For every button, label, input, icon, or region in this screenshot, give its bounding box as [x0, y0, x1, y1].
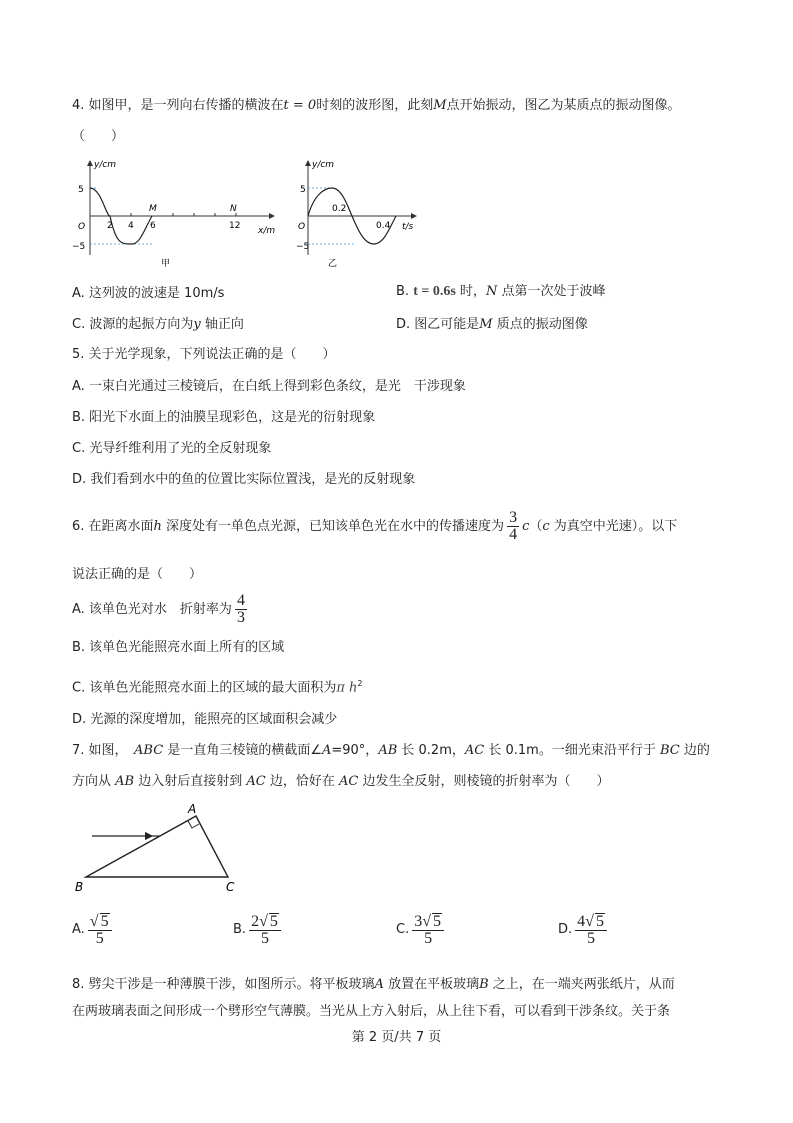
q4-answer-paren: （ ）	[72, 129, 125, 144]
option-fraction	[412, 913, 444, 947]
prism-diagram	[72, 802, 252, 894]
coefficient: 3	[414, 912, 423, 930]
option-letter: B.	[233, 922, 247, 937]
q7-stem-text: 边入射后直接射到	[134, 774, 247, 789]
q4-option-a: A. 这列波的波速是 10m/s	[72, 286, 225, 301]
c-label: c	[522, 519, 530, 534]
abc-label: ABC	[134, 743, 164, 758]
q6-option-a	[72, 592, 250, 628]
sqrt-sign: √	[259, 912, 268, 930]
n-label: N	[485, 284, 498, 299]
q7-option-a	[72, 908, 115, 952]
point-n-label: N	[230, 204, 237, 214]
q6-option-d: D. 光源的深度增加，能照亮的区域面积会减少	[72, 712, 338, 727]
area-exponent: 2	[357, 679, 363, 688]
q6-stem-text: （	[529, 519, 543, 534]
b-label: B	[479, 977, 489, 992]
option-fraction	[575, 913, 607, 947]
vibration-graph-yi	[296, 155, 426, 270]
x-tick-6: 6	[150, 221, 156, 231]
q8-stem-text: 之上，在一端夹两张纸片，从而	[488, 977, 675, 992]
option-text: D. 图乙可能是	[396, 317, 480, 332]
fraction-denominator: 5	[424, 929, 433, 947]
t-tick-0-2: 0.2	[332, 204, 347, 214]
coefficient: 4	[577, 912, 586, 930]
area-formula: π h	[336, 680, 358, 696]
fraction-numerator: 3	[509, 509, 518, 526]
q7-stem-text: 边发生全反射，则棱镜的折射率为（ ）	[358, 774, 610, 789]
q4-stem-text: 时刻的波形图，此刻	[316, 98, 434, 113]
q8-stem-text: 8. 劈尖干涉是一种薄膜干涉，如图所示。将平板玻璃	[72, 977, 375, 992]
option-letter: D.	[558, 922, 573, 937]
q7-option-c	[396, 908, 447, 952]
vertex-a-label: A	[188, 802, 197, 816]
fraction-denominator: 3	[236, 609, 245, 626]
q7-stem-line2	[72, 773, 609, 791]
y-axis-label: y/cm	[312, 160, 335, 170]
q7-stem-text: 是一直角三棱镜的横截面∠	[163, 743, 322, 758]
refraction-fraction	[235, 593, 247, 626]
figure-caption-jia: 甲	[161, 259, 171, 269]
t-axis-label: t/s	[402, 222, 414, 232]
ac-label: AC	[464, 743, 485, 758]
q6-stem	[72, 509, 677, 545]
q7-stem-text: 边的	[679, 743, 710, 758]
radicand: 5	[595, 912, 604, 930]
c-label: c	[542, 519, 550, 534]
q8-stem-line2: 在两玻璃表面之间形成一个劈形空气薄膜。当光从上方入射后，从上往下看，可以看到干涉条纹。关于条	[72, 1004, 671, 1019]
q6-stem-text: 深度处有一单色点光源，已知该单色光在水中的传播速度为	[161, 519, 505, 534]
q8-stem	[72, 976, 675, 994]
y-tick-neg5: −5	[296, 242, 310, 252]
q7-stem-text: 7. 如图，	[72, 743, 135, 758]
q7-stem-text: 边，恰好在	[265, 774, 339, 789]
option-text: 轴正向	[200, 317, 244, 332]
option-fraction	[88, 913, 112, 947]
a-label: A	[321, 743, 332, 758]
option-letter: B.	[396, 284, 410, 299]
q4-m-label: M	[433, 98, 447, 113]
q5-option-a: A. 一束白光通过三棱镜后，在白纸上得到彩色条纹，是光 干涉现象	[72, 379, 466, 394]
q4-t-expr: t = 0	[283, 98, 317, 113]
q5-stem: 5. 关于光学现象，下列说法正确的是（ ）	[72, 347, 336, 362]
option-text: A. 该单色光对水 折射率为	[72, 602, 232, 617]
point-m-label: M	[149, 204, 157, 214]
ab-label: AB	[378, 743, 398, 758]
fraction-denominator: 5	[587, 929, 596, 947]
q7-stem-text: 长 0.2m，	[397, 743, 465, 758]
y-axis-label: y/cm	[94, 160, 117, 170]
origin-label: O	[78, 222, 86, 232]
radicand: 5	[100, 912, 109, 930]
q7-stem-text: 长 0.1m。一细光束沿平行于	[484, 743, 660, 758]
q7-option-d	[558, 908, 610, 952]
fraction-numerator	[88, 913, 112, 931]
sqrt-sign: √	[422, 912, 431, 930]
ac-label: AC	[338, 774, 359, 789]
q5-option-c: C. 光导纤维利用了光的全反射现象	[72, 441, 272, 456]
q7-option-b	[233, 908, 284, 952]
y-label: y	[193, 317, 201, 332]
bc-label: BC	[659, 743, 680, 758]
h-label: h	[153, 519, 162, 534]
fraction-numerator: 4	[236, 592, 245, 609]
q8-stem-text: 放置在平板玻璃	[383, 977, 480, 992]
m-label: M	[479, 317, 493, 332]
y-tick-5: 5	[300, 185, 306, 195]
q4-option-c	[72, 316, 244, 334]
fraction-denominator: 5	[260, 929, 269, 947]
x-axis-label: x/m	[258, 226, 276, 236]
option-text: 质点的振动图像	[492, 317, 588, 332]
q6-stem-text: 为真空中光速）。以下	[549, 519, 678, 534]
option-text: 时，	[455, 284, 486, 299]
x-tick-12: 12	[229, 221, 241, 231]
q4-option-b	[396, 283, 605, 301]
vertex-b-label: B	[75, 880, 84, 894]
radicand: 5	[269, 912, 278, 930]
q6-stem-text: 6. 在距离水面	[72, 519, 154, 534]
fraction-numerator	[412, 913, 444, 931]
q7-stem	[72, 742, 710, 760]
q4-stem	[72, 97, 681, 115]
coefficient: 2	[251, 912, 260, 930]
q6-option-c	[72, 675, 363, 697]
fraction-denominator: 4	[509, 526, 518, 543]
q6-stem-line2: 说法正确的是（ ）	[72, 567, 203, 582]
a-label: A	[374, 977, 384, 992]
q7-stem-text: 方向从	[72, 774, 116, 789]
option-fraction	[249, 913, 281, 947]
q4-stem-text: 4. 如图甲，是一列向右传播的横波在	[72, 98, 284, 113]
fraction-numerator	[575, 913, 607, 931]
q5-option-b: B. 阳光下水面上的油膜呈现彩色，这是光的衍射现象	[72, 410, 376, 425]
option-text: C. 该单色光能照亮水面上的区域的最大面积为	[72, 680, 337, 696]
speed-fraction	[507, 510, 519, 543]
wave-graph-jia	[66, 155, 286, 270]
option-letter: A.	[72, 922, 85, 937]
figure-caption-yi: 乙	[328, 259, 338, 269]
radicand: 5	[433, 912, 441, 930]
q5-option-d: D. 我们看到水中的鱼的位置比实际位置浅，是光的反射现象	[72, 472, 416, 487]
q6-option-b: B. 该单色光能照亮水面上所有的区域	[72, 640, 285, 655]
x-tick-2: 2	[107, 221, 113, 231]
fraction-denominator: 5	[95, 929, 104, 947]
option-text: C. 波源的起振方向为	[72, 317, 194, 332]
right-angle-mark	[188, 821, 199, 828]
sqrt-sign: √	[89, 912, 99, 930]
option-text: 点第一次处于波峰	[497, 284, 606, 299]
t-tick-0-4: 0.4	[376, 221, 391, 231]
option-letter: C.	[396, 922, 410, 937]
q4-option-d	[396, 316, 588, 334]
q4-option-b-time: t = 0.6s	[413, 284, 456, 299]
ac-label: AC	[246, 774, 266, 789]
ab-label: AB	[115, 774, 135, 789]
y-tick-neg5: −5	[72, 242, 86, 252]
q7-stem-text: =90°，	[331, 743, 379, 758]
q4-stem-text: 点开始振动，图乙为某质点的振动图像。	[446, 98, 681, 113]
fraction-numerator	[249, 913, 281, 931]
sqrt-sign: √	[585, 912, 594, 930]
y-tick-5: 5	[78, 185, 84, 195]
prism-triangle	[86, 816, 228, 877]
page-footer: 第 2 页/共 7 页	[351, 1030, 442, 1045]
vertex-c-label: C	[226, 880, 235, 894]
x-tick-4: 4	[128, 221, 134, 231]
origin-label: O	[298, 222, 306, 232]
